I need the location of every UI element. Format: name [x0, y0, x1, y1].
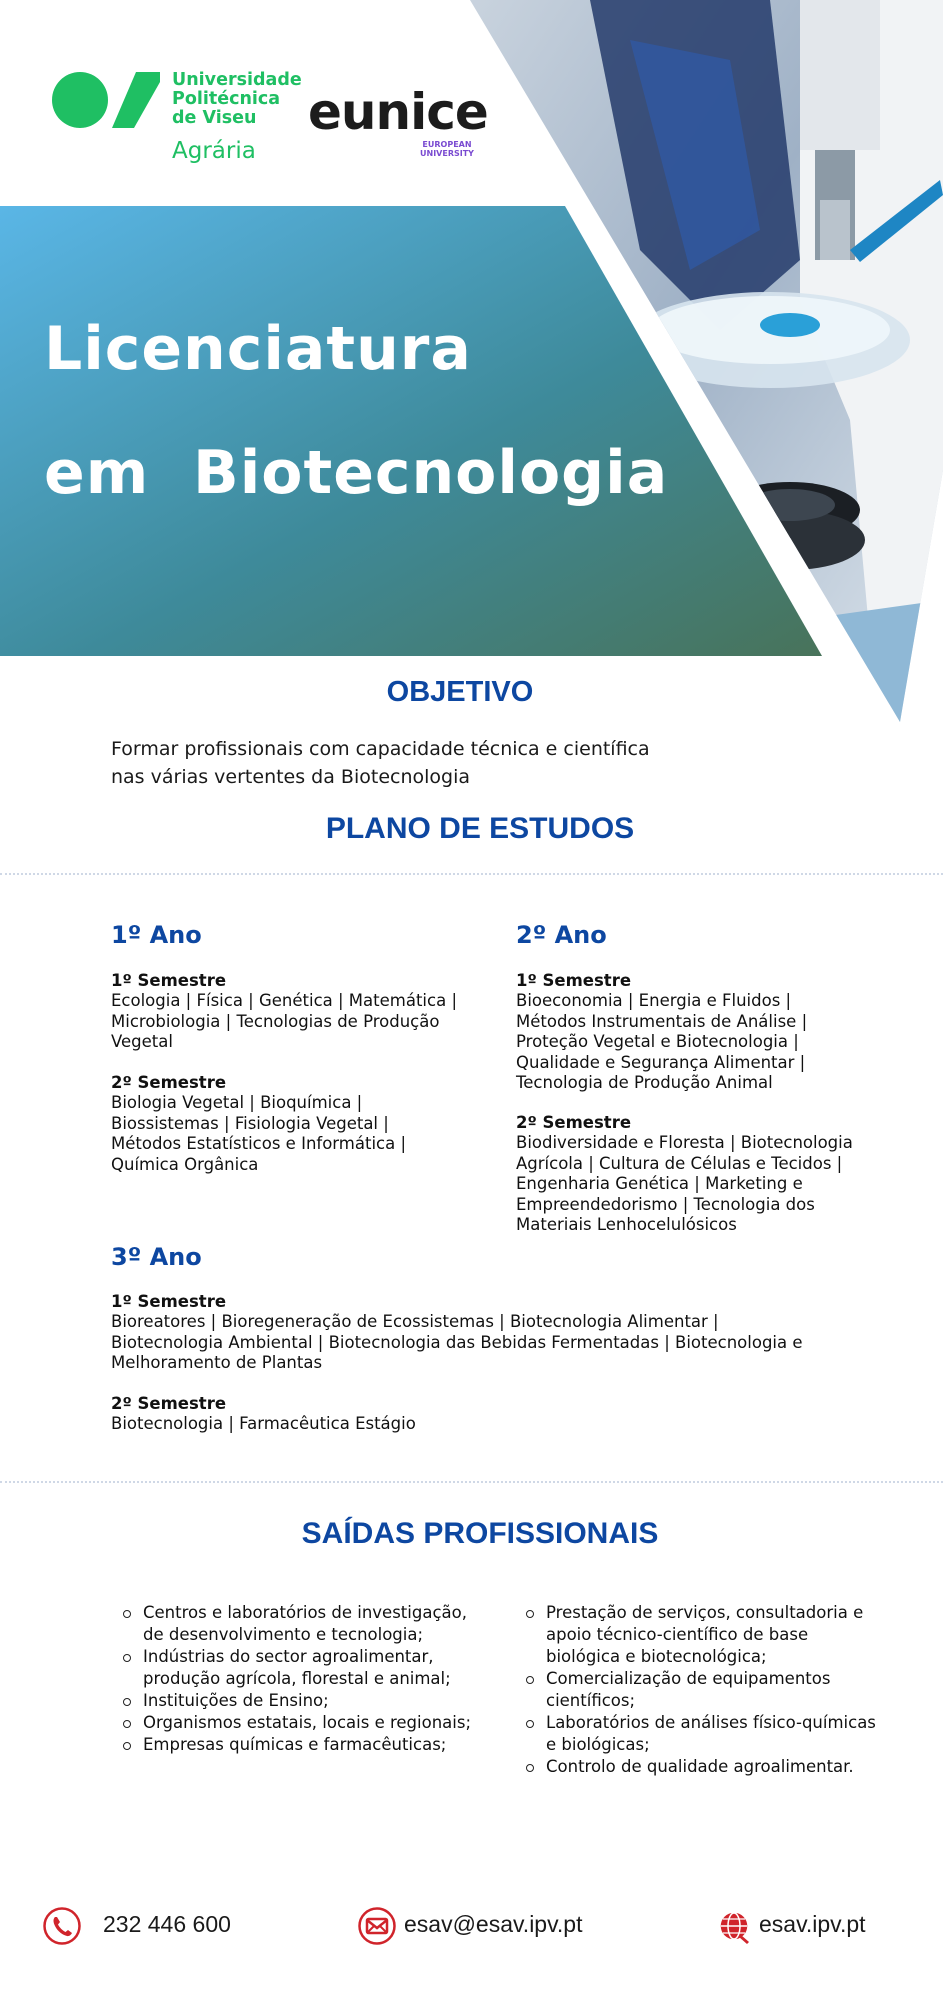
year-3-semester-1: [111, 1292, 831, 1374]
semester-courses: Biologia Vegetal | Bioquímica | Biossistemas | Fisiologia Vegetal | Métodos Estatísticos e Informática | Química Orgânica: [111, 1093, 407, 1174]
website-link[interactable]: esav.ipv.pt: [759, 1911, 866, 1937]
hero-title-line1: Licenciatura: [44, 314, 472, 384]
phone-icon: [42, 1906, 82, 1946]
list-item: Indústrias do sector agroalimentar, produção agrícola, florestal e animal;: [143, 1646, 483, 1690]
hero-title-line2: em Biotecnologia: [44, 438, 669, 508]
semester-courses: Bioeconomia | Energia e Fluidos | Métodos Instrumentais de Análise | Proteção Vegetal e Biotecnologia | Qualidade e Segurança Alimentar | Tecnologia de Produção Animal: [516, 991, 808, 1092]
study-plan-heading: PLANO DE ESTUDOS: [325, 812, 635, 845]
year-2-title: 2º Ano: [516, 921, 607, 949]
school-name: Agrária: [172, 138, 256, 164]
semester-label: 2º Semestre: [111, 1394, 227, 1413]
semester-courses: Bioreatores | Bioregeneração de Ecossistemas | Biotecnologia Alimentar | Biotecnologia Ambiental | Biotecnologia das Bebidas Fermentadas | Biotecnologia e Melhoramento de Plantas: [111, 1312, 803, 1372]
semester-label: 1º Semestre: [111, 971, 227, 990]
list-item: Controlo de qualidade agroalimentar.: [546, 1756, 886, 1778]
objective-heading: OBJETIVO: [386, 676, 534, 708]
semester-label: 1º Semestre: [516, 971, 632, 990]
university-logo-circle: [52, 72, 108, 128]
divider: [0, 873, 943, 875]
semester-label: 1º Semestre: [111, 1292, 227, 1311]
year-1-semester-2: [111, 1073, 461, 1175]
year-2-semester-2: [516, 1113, 866, 1236]
university-name: Universidade Politécnica de Viseu: [172, 70, 302, 128]
semester-label: 2º Semestre: [111, 1073, 227, 1092]
hero-banner: [0, 206, 830, 656]
objective-text: Formar profissionais com capacidade técnica e científica nas várias vertentes da Biotecnologia: [111, 738, 650, 788]
careers-list-right: [516, 1602, 886, 1778]
careers-list-left: [113, 1602, 483, 1756]
email-address[interactable]: esav@esav.ipv.pt: [404, 1911, 583, 1937]
list-item: Centros e laboratórios de investigação, de desenvolvimento e tecnologia;: [143, 1602, 483, 1646]
eunice-logo: eunice: [308, 83, 488, 141]
semester-courses: Ecologia | Física | Genética | Matemática | Microbiologia | Tecnologias de Produção Vegetal: [111, 991, 458, 1051]
year-1-semester-1: [111, 971, 461, 1053]
divider: [0, 1481, 943, 1483]
list-item: Prestação de serviços, consultadoria e apoio técnico-científico de base biológica e biotecnológica;: [546, 1602, 886, 1668]
year-2-semester-1: [516, 971, 866, 1094]
globe-icon: [714, 1906, 754, 1946]
careers-heading: SAÍDAS PROFISSIONAIS: [301, 1517, 659, 1550]
eunice-tagline: EUROPEAN UNIVERSITY: [420, 140, 474, 158]
university-logo-slash: [112, 72, 160, 128]
mail-icon: [357, 1906, 397, 1946]
phone-number[interactable]: 232 446 600: [103, 1911, 231, 1937]
semester-courses: Biodiversidade e Floresta | Biotecnologia Agrícola | Cultura de Células e Tecidos | Engenharia Genética | Marketing e Empreendedorismo | Tecnologia dos Materiais Lenhocelulósicos: [516, 1133, 853, 1234]
list-item: Empresas químicas e farmacêuticas;: [143, 1734, 483, 1756]
list-item: Organismos estatais, locais e regionais;: [143, 1712, 483, 1734]
year-3-semester-2: [111, 1394, 831, 1435]
year-1-title: 1º Ano: [111, 921, 202, 949]
list-item: Comercialização de equipamentos científicos;: [546, 1668, 886, 1712]
list-item: Instituições de Ensino;: [143, 1690, 483, 1712]
list-item: Laboratórios de análises físico-químicas e biológicas;: [546, 1712, 886, 1756]
semester-courses: Biotecnologia | Farmacêutica Estágio: [111, 1414, 416, 1433]
semester-label: 2º Semestre: [516, 1113, 632, 1132]
year-3-title: 3º Ano: [111, 1243, 202, 1271]
